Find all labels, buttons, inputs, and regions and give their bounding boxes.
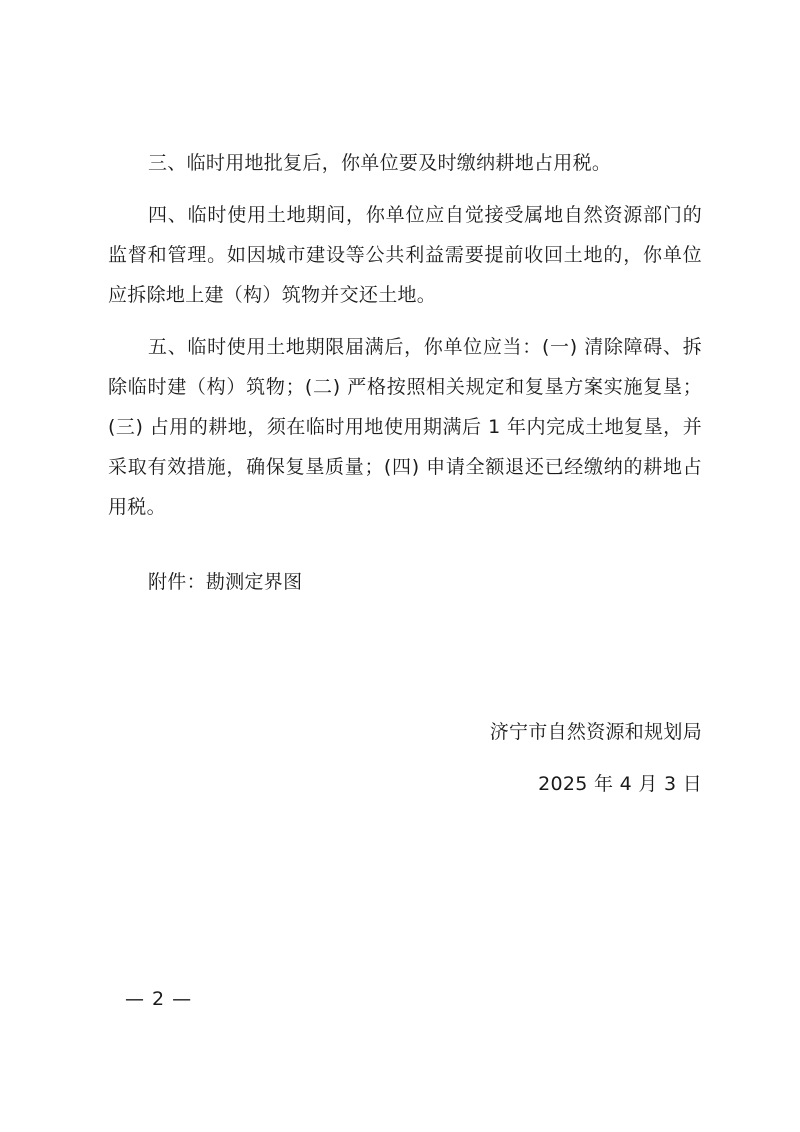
signature-block	[490, 706, 702, 810]
issuer-name: 济宁市自然资源和规划局	[489, 721, 702, 743]
paragraph-5: 五、临时使用土地期限届满后，你单位应当：(一) 清除障碍、拆除临时建（构）筑物；(二) 严格按照相关规定和复垦方案实施复垦；(三) 占用的耕地，须在临时用地使用期满后 1 年内完成土地复垦，并采取有效措施，确保复垦质量；(四) 申请全额退还已经缴纳的耕地占用税。	[108, 336, 702, 518]
page-number: — 2 —	[125, 988, 193, 1010]
issue-date: 2025 年 4 月 3 日	[538, 773, 702, 795]
paragraph-4: 四、临时使用土地期间，你单位应自觉接受属地自然资源部门的监督和管理。如因城市建设等公共利益需要提前收回土地的，你单位应拆除地上建（构）筑物并交还土地。	[108, 204, 702, 306]
document-body	[108, 143, 702, 539]
paragraph-3: 三、临时用地批复后，你单位要及时缴纳耕地占用税。	[148, 152, 612, 174]
attachment-line: 附件：勘测定界图	[148, 571, 303, 593]
